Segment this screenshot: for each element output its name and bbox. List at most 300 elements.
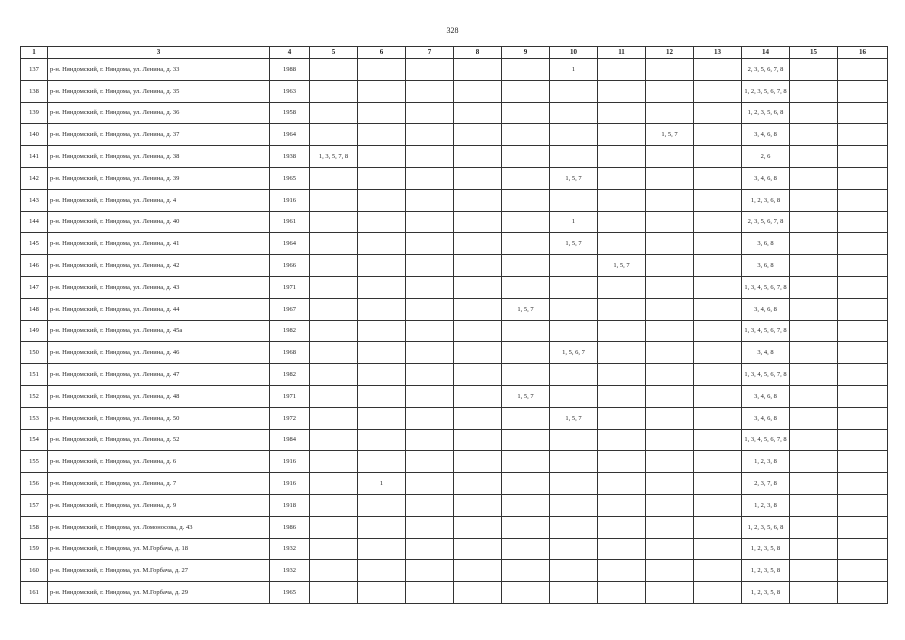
column-header: 5	[310, 47, 358, 59]
table-cell	[694, 560, 742, 582]
table-cell	[358, 429, 406, 451]
table-cell: 2, 3, 5, 6, 7, 8	[742, 59, 790, 81]
row-number-cell: 144	[21, 211, 48, 233]
table-cell	[358, 59, 406, 81]
address-cell: р-н. Няндомский, г. Няндома, ул. Ленина, д. 4	[48, 189, 270, 211]
table-cell	[358, 582, 406, 604]
table-cell	[406, 560, 454, 582]
year-cell: 1963	[270, 80, 310, 102]
table-cell	[358, 146, 406, 168]
table-cell	[838, 124, 888, 146]
table-cell	[838, 451, 888, 473]
address-cell: р-н. Няндомский, г. Няндома, ул. Ленина, д. 6	[48, 451, 270, 473]
table-cell	[502, 255, 550, 277]
table-cell	[310, 451, 358, 473]
table-cell	[358, 255, 406, 277]
table-cell	[406, 102, 454, 124]
table-cell	[694, 255, 742, 277]
row-number-cell: 146	[21, 255, 48, 277]
row-number-cell: 140	[21, 124, 48, 146]
table-cell	[550, 255, 598, 277]
row-number-cell: 142	[21, 167, 48, 189]
table-cell	[790, 582, 838, 604]
row-number-cell: 148	[21, 298, 48, 320]
table-cell	[310, 494, 358, 516]
table-cell: 1, 2, 3, 8	[742, 451, 790, 473]
table-cell	[454, 538, 502, 560]
table-cell	[358, 451, 406, 473]
table-cell	[838, 473, 888, 495]
table-cell: 1, 2, 3, 5, 8	[742, 538, 790, 560]
table-cell	[358, 102, 406, 124]
table-cell	[310, 255, 358, 277]
table-cell	[406, 189, 454, 211]
table-cell	[598, 211, 646, 233]
table-cell	[598, 451, 646, 473]
row-number-cell: 152	[21, 385, 48, 407]
table-cell	[646, 429, 694, 451]
table-cell	[454, 516, 502, 538]
table-cell	[310, 167, 358, 189]
table-cell	[646, 211, 694, 233]
year-cell: 1972	[270, 407, 310, 429]
table-cell	[598, 59, 646, 81]
table-cell: 2, 3, 5, 6, 7, 8	[742, 211, 790, 233]
table-cell	[454, 146, 502, 168]
table-cell	[838, 276, 888, 298]
table-cell: 1, 3, 4, 5, 6, 7, 8	[742, 364, 790, 386]
table-cell	[838, 255, 888, 277]
table-cell: 1	[358, 473, 406, 495]
table-row	[21, 167, 888, 189]
table-cell	[454, 451, 502, 473]
table-cell: 1, 5, 7	[502, 385, 550, 407]
table-cell	[502, 320, 550, 342]
table-cell	[646, 451, 694, 473]
table-cell	[310, 276, 358, 298]
table-cell	[406, 124, 454, 146]
table-cell	[406, 364, 454, 386]
year-cell: 1932	[270, 538, 310, 560]
year-cell: 1966	[270, 255, 310, 277]
table-cell	[694, 167, 742, 189]
table-cell	[406, 80, 454, 102]
table-cell	[694, 124, 742, 146]
table-cell	[550, 451, 598, 473]
header-row	[21, 47, 888, 59]
table-cell	[598, 560, 646, 582]
address-cell: р-н. Няндомский, г. Няндома, ул. Ленина, д. 46	[48, 342, 270, 364]
table-cell: 2, 3, 7, 8	[742, 473, 790, 495]
table-cell	[598, 298, 646, 320]
table-cell	[598, 494, 646, 516]
row-number-cell: 141	[21, 146, 48, 168]
table-cell	[358, 167, 406, 189]
table-cell	[358, 407, 406, 429]
address-cell: р-н. Няндомский, г. Няндома, ул. Ломоносова, д. 43	[48, 516, 270, 538]
table-cell	[790, 494, 838, 516]
table-cell	[358, 80, 406, 102]
table-cell	[310, 320, 358, 342]
column-header: 9	[502, 47, 550, 59]
table-cell	[598, 320, 646, 342]
address-cell: р-н. Няндомский, г. Няндома, ул. М.Горбача, д. 29	[48, 582, 270, 604]
table-cell: 1, 5, 6, 7	[550, 342, 598, 364]
table-cell	[502, 146, 550, 168]
table-cell	[406, 255, 454, 277]
table-cell	[406, 473, 454, 495]
table-cell	[310, 211, 358, 233]
row-number-cell: 143	[21, 189, 48, 211]
table-row	[21, 364, 888, 386]
table-row	[21, 342, 888, 364]
table-cell: 1, 5, 7	[550, 407, 598, 429]
table-cell	[550, 364, 598, 386]
table-cell	[790, 320, 838, 342]
year-cell: 1916	[270, 473, 310, 495]
table-cell	[358, 538, 406, 560]
table-cell	[454, 276, 502, 298]
column-header: 8	[454, 47, 502, 59]
table-cell	[358, 494, 406, 516]
table-cell	[694, 385, 742, 407]
table-cell	[358, 385, 406, 407]
table-cell	[406, 385, 454, 407]
table-cell: 1	[550, 59, 598, 81]
row-number-cell: 151	[21, 364, 48, 386]
address-cell: р-н. Няндомский, г. Няндома, ул. М.Горбача, д. 27	[48, 560, 270, 582]
table-cell	[838, 59, 888, 81]
table-cell	[838, 407, 888, 429]
column-header: 13	[694, 47, 742, 59]
table-cell: 3, 4, 6, 8	[742, 167, 790, 189]
table-cell: 1, 3, 4, 5, 6, 7, 8	[742, 320, 790, 342]
row-number-cell: 154	[21, 429, 48, 451]
table-cell	[838, 429, 888, 451]
column-header: 6	[358, 47, 406, 59]
year-cell: 1971	[270, 385, 310, 407]
year-cell: 1961	[270, 211, 310, 233]
table-cell	[790, 211, 838, 233]
table-cell	[790, 146, 838, 168]
table-cell	[550, 320, 598, 342]
table-cell	[598, 124, 646, 146]
table-row	[21, 451, 888, 473]
table-cell	[790, 167, 838, 189]
table-cell	[550, 429, 598, 451]
table-cell	[406, 59, 454, 81]
table-cell	[790, 473, 838, 495]
row-number-cell: 155	[21, 451, 48, 473]
table-cell	[646, 494, 694, 516]
table-cell	[502, 189, 550, 211]
table-cell	[310, 560, 358, 582]
column-header: 16	[838, 47, 888, 59]
table-cell	[502, 560, 550, 582]
table-cell	[550, 102, 598, 124]
table-cell	[310, 582, 358, 604]
table-cell	[550, 146, 598, 168]
table-cell	[694, 407, 742, 429]
table-cell	[502, 211, 550, 233]
table-cell	[838, 189, 888, 211]
table-cell	[358, 189, 406, 211]
table-cell	[454, 429, 502, 451]
address-cell: р-н. Няндомский, г. Няндома, ул. Ленина, д. 37	[48, 124, 270, 146]
table-cell	[598, 80, 646, 102]
table-cell	[454, 255, 502, 277]
table-cell	[310, 364, 358, 386]
table-cell	[694, 494, 742, 516]
page-number: 328	[446, 26, 459, 35]
table-cell	[550, 298, 598, 320]
table-row	[21, 146, 888, 168]
address-cell: р-н. Няндомский, г. Няндома, ул. Ленина, д. 38	[48, 146, 270, 168]
table-cell	[550, 516, 598, 538]
table-cell	[406, 494, 454, 516]
table-cell: 3, 6, 8	[742, 255, 790, 277]
table-cell	[358, 342, 406, 364]
table-cell	[550, 538, 598, 560]
table-cell: 3, 4, 6, 8	[742, 385, 790, 407]
year-cell: 1965	[270, 167, 310, 189]
table-cell: 1, 5, 7	[598, 255, 646, 277]
table-cell	[358, 560, 406, 582]
table-cell: 1, 2, 3, 5, 6, 8	[742, 516, 790, 538]
year-cell: 1986	[270, 516, 310, 538]
table-cell	[838, 102, 888, 124]
table-cell	[694, 211, 742, 233]
table-cell	[694, 451, 742, 473]
table-row	[21, 124, 888, 146]
year-cell: 1916	[270, 451, 310, 473]
row-number-cell: 153	[21, 407, 48, 429]
table-cell	[310, 298, 358, 320]
table-cell	[454, 582, 502, 604]
table-cell	[502, 364, 550, 386]
table-cell	[310, 407, 358, 429]
table-cell	[598, 429, 646, 451]
year-cell: 1938	[270, 146, 310, 168]
table-cell	[838, 211, 888, 233]
table-cell	[598, 276, 646, 298]
table-cell	[358, 276, 406, 298]
table-row	[21, 298, 888, 320]
table-cell	[502, 516, 550, 538]
table-cell	[454, 364, 502, 386]
table-row	[21, 211, 888, 233]
table-cell	[838, 167, 888, 189]
table-cell: 3, 6, 8	[742, 233, 790, 255]
year-cell: 1964	[270, 233, 310, 255]
table-cell	[406, 146, 454, 168]
table-cell	[502, 407, 550, 429]
address-cell: р-н. Няндомский, г. Няндома, ул. Ленина, д. 43	[48, 276, 270, 298]
table-row	[21, 516, 888, 538]
table-cell	[550, 494, 598, 516]
table-cell	[646, 59, 694, 81]
table-cell	[406, 167, 454, 189]
column-header: 14	[742, 47, 790, 59]
column-header: 7	[406, 47, 454, 59]
table-cell: 3, 4, 6, 8	[742, 298, 790, 320]
table-cell: 1, 2, 3, 8	[742, 494, 790, 516]
table-cell	[838, 298, 888, 320]
table-cell	[598, 364, 646, 386]
table-cell	[502, 342, 550, 364]
table-cell	[838, 385, 888, 407]
address-cell: р-н. Няндомский, г. Няндома, ул. Ленина, д. 41	[48, 233, 270, 255]
table-cell	[646, 582, 694, 604]
table-cell: 1, 3, 4, 5, 6, 7, 8	[742, 429, 790, 451]
table-row	[21, 233, 888, 255]
table-cell	[838, 146, 888, 168]
table-cell	[310, 342, 358, 364]
table-cell	[358, 516, 406, 538]
table-cell	[310, 538, 358, 560]
year-cell: 1965	[270, 582, 310, 604]
table-cell	[694, 342, 742, 364]
address-cell: р-н. Няндомский, г. Няндома, ул. Ленина, д. 42	[48, 255, 270, 277]
table-cell	[646, 298, 694, 320]
table-cell	[502, 80, 550, 102]
year-cell: 1982	[270, 320, 310, 342]
table-cell	[454, 102, 502, 124]
table-cell	[406, 516, 454, 538]
year-cell: 1964	[270, 124, 310, 146]
table-cell	[646, 255, 694, 277]
table-body	[21, 59, 888, 604]
table-cell	[406, 407, 454, 429]
table-cell	[406, 342, 454, 364]
table-cell	[598, 385, 646, 407]
table-cell	[454, 80, 502, 102]
year-cell: 1971	[270, 276, 310, 298]
table-cell	[454, 473, 502, 495]
address-cell: р-н. Няндомский, г. Няндома, ул. Ленина, д. 52	[48, 429, 270, 451]
table-row	[21, 255, 888, 277]
table-cell	[454, 385, 502, 407]
table-cell	[502, 276, 550, 298]
table-cell	[598, 102, 646, 124]
table-cell	[454, 124, 502, 146]
year-cell: 1968	[270, 342, 310, 364]
table-cell	[310, 189, 358, 211]
table-cell	[598, 582, 646, 604]
table-cell	[646, 146, 694, 168]
table-cell	[838, 342, 888, 364]
table-cell	[406, 582, 454, 604]
address-cell: р-н. Няндомский, г. Няндома, ул. Ленина, д. 39	[48, 167, 270, 189]
table-cell	[838, 516, 888, 538]
table-cell	[694, 189, 742, 211]
table-cell	[310, 59, 358, 81]
row-number-cell: 150	[21, 342, 48, 364]
table-cell: 1, 3, 5, 7, 8	[310, 146, 358, 168]
table-cell: 3, 4, 6, 8	[742, 124, 790, 146]
table-cell	[790, 255, 838, 277]
row-number-cell: 137	[21, 59, 48, 81]
register-table	[20, 46, 888, 604]
table-cell	[406, 429, 454, 451]
table-cell	[838, 320, 888, 342]
table-cell	[502, 102, 550, 124]
table-cell	[502, 233, 550, 255]
table-cell	[454, 407, 502, 429]
table-cell	[694, 429, 742, 451]
table-cell	[358, 233, 406, 255]
table-cell	[646, 189, 694, 211]
row-number-cell: 147	[21, 276, 48, 298]
address-cell: р-н. Няндомский, г. Няндома, ул. Ленина, д. 50	[48, 407, 270, 429]
table-cell	[790, 538, 838, 560]
table-row	[21, 560, 888, 582]
address-cell: р-н. Няндомский, г. Няндома, ул. Ленина, д. 9	[48, 494, 270, 516]
table-cell	[358, 364, 406, 386]
table-cell: 1, 2, 3, 5, 8	[742, 582, 790, 604]
table-cell: 1	[550, 211, 598, 233]
table-cell	[694, 59, 742, 81]
table-cell	[454, 560, 502, 582]
column-header: 1	[21, 47, 48, 59]
table-cell	[454, 233, 502, 255]
table-cell	[694, 146, 742, 168]
table-row	[21, 494, 888, 516]
table-cell	[406, 320, 454, 342]
table-cell	[550, 473, 598, 495]
table-cell	[694, 276, 742, 298]
table-cell: 1, 5, 7	[646, 124, 694, 146]
table-cell: 1, 3, 4, 5, 6, 7, 8	[742, 276, 790, 298]
table-cell	[790, 560, 838, 582]
table-row	[21, 473, 888, 495]
row-number-cell: 156	[21, 473, 48, 495]
year-cell: 1984	[270, 429, 310, 451]
table-cell	[646, 167, 694, 189]
table-cell	[838, 560, 888, 582]
address-cell: р-н. Няндомский, г. Няндома, ул. Ленина, д. 44	[48, 298, 270, 320]
table-cell	[406, 276, 454, 298]
table-cell	[694, 102, 742, 124]
table-row	[21, 189, 888, 211]
column-header: 3	[48, 47, 270, 59]
row-number-cell: 160	[21, 560, 48, 582]
table-cell: 1, 5, 7	[550, 233, 598, 255]
table-cell	[694, 364, 742, 386]
table-cell	[598, 146, 646, 168]
table-cell	[406, 233, 454, 255]
table-cell	[310, 429, 358, 451]
table-cell	[502, 473, 550, 495]
table-cell	[646, 342, 694, 364]
column-header: 12	[646, 47, 694, 59]
row-number-cell: 139	[21, 102, 48, 124]
table-cell	[646, 276, 694, 298]
table-cell	[502, 59, 550, 81]
table-cell	[358, 211, 406, 233]
table-row	[21, 59, 888, 81]
table-cell	[550, 582, 598, 604]
table-cell	[790, 451, 838, 473]
address-cell: р-н. Няндомский, г. Няндома, ул. Ленина, д. 48	[48, 385, 270, 407]
address-cell: р-н. Няндомский, г. Няндома, ул. М.Горбача, д. 18	[48, 538, 270, 560]
table-cell	[358, 298, 406, 320]
row-number-cell: 161	[21, 582, 48, 604]
table-cell	[646, 516, 694, 538]
table-cell	[790, 429, 838, 451]
table-cell	[550, 80, 598, 102]
table-cell	[646, 538, 694, 560]
